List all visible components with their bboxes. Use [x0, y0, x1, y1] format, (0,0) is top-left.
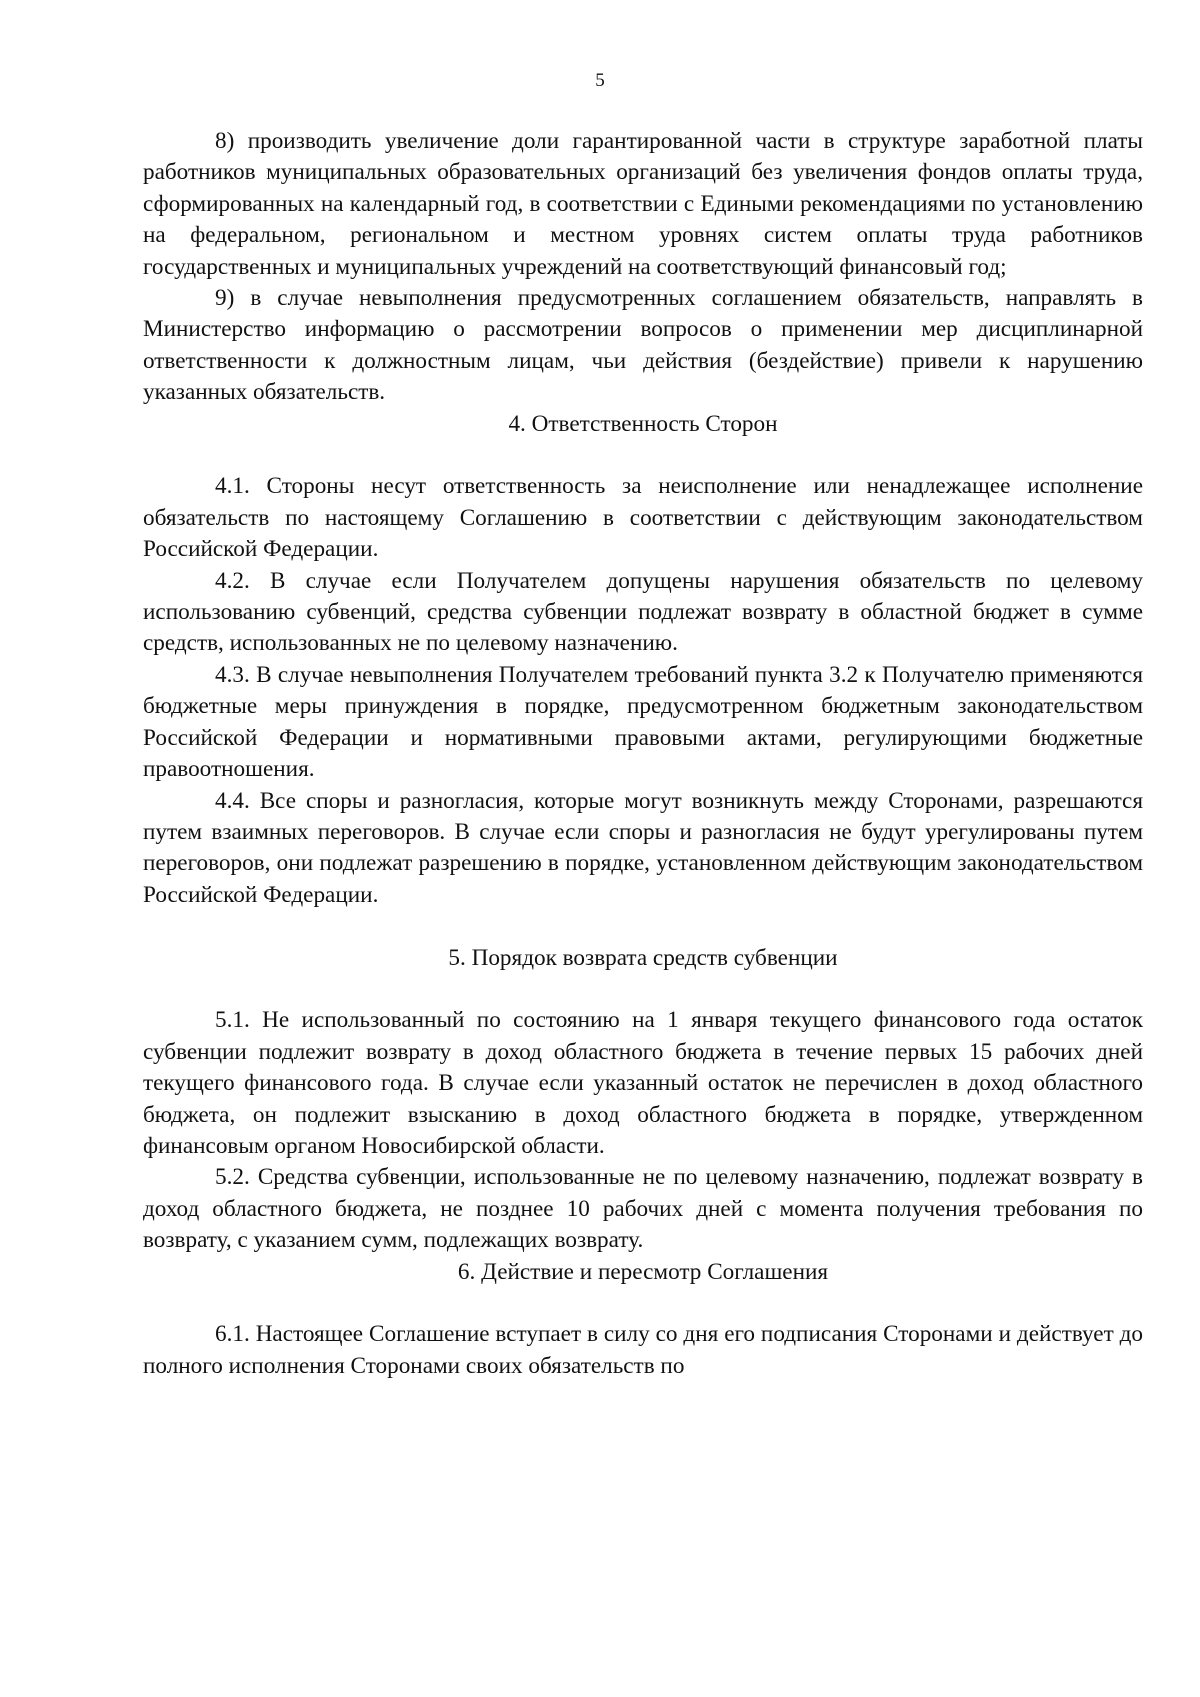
section-6-title: 6. Действие и пересмотр Соглашения — [457, 1258, 829, 1285]
spacer — [143, 440, 1143, 471]
paragraph-4-3: 4.3. В случае невыполнения Получателем требований пункта 3.2 к Получателю применяются бюджетные меры принуждения в порядке, предусмотренном бюджетным законодательством Российской Федерации и нормативными правовыми актами, регулирующими бюджетные правоотношения. — [143, 661, 1143, 783]
paragraph-4-1: 4.1. Стороны несут ответственность за неисполнение или ненадлежащее исполнение обязательств по настоящему Соглашению в соответствии с действующим законодательством Российской Федерации. — [143, 473, 1143, 563]
section-4-title: 4. Ответственность Сторон — [508, 410, 778, 437]
document-body — [143, 126, 1143, 1382]
paragraph-8: 8) производить увеличение доли гарантированной части в структуре заработной платы работников муниципальных образовательных организаций без увеличения фондов оплаты труда, сформированных на календарный год, в соответствии с Едиными рекомендациями по установлению на федеральном, региональном и местном уровнях систем оплаты труда работников государственных и муниципальных учреждений на соответствующий финансовый год; — [143, 128, 1143, 280]
page-number: 5 — [595, 70, 605, 91]
section-5-title: 5. Порядок возврата средств субвенции — [448, 944, 838, 971]
spacer — [143, 974, 1143, 1005]
paragraph-5-2: 5.2. Средства субвенции, использованные не по целевому назначению, подлежат возврату в доход областного бюджета, не позднее 10 рабочих дней с момента получения требования по возврату, с указанием сумм, подлежащих возврату. — [143, 1164, 1143, 1254]
spacer — [143, 1288, 1143, 1319]
paragraph-4-2: 4.2. В случае если Получателем допущены нарушения обязательств по целевому использованию субвенций, средства субвенции подлежат возврату в областной бюджет в сумме средств, использованных не по целевому назначению. — [143, 567, 1143, 657]
paragraph-5-1: 5.1. Не использованный по состоянию на 1 января текущего финансового года остаток субвенции подлежит возврату в доход областного бюджета в течение первых 15 рабочих дней текущего финансового года. В случае если указанный остаток не перечислен в доход областного бюджета, он подлежит взысканию в доход областного бюджета в порядке, утвержденном финансовым органом Новосибирской области. — [143, 1007, 1143, 1159]
paragraph-9: 9) в случае невыполнения предусмотренных соглашением обязательств, направлять в Министерство информацию о рассмотрении вопросов о применении мер дисциплинарной ответственности к должностным лицам, чьи действия (бездействие) привели к нарушению указанных обязательств. — [143, 285, 1143, 406]
spacer — [143, 911, 1143, 942]
paragraph-4-4: 4.4. Все споры и разногласия, которые могут возникнуть между Сторонами, разрешаются путем взаимных переговоров. В случае если споры и разногласия не будут урегулированы путем переговоров, они подлежат разрешению в порядке, установленном действующим законодательством Российской Федерации. — [143, 787, 1143, 908]
paragraph-6-1: 6.1. Настоящее Соглашение вступает в силу со дня его подписания Сторонами и действует до полного исполнения Сторонами своих обязательств по — [143, 1321, 1143, 1379]
